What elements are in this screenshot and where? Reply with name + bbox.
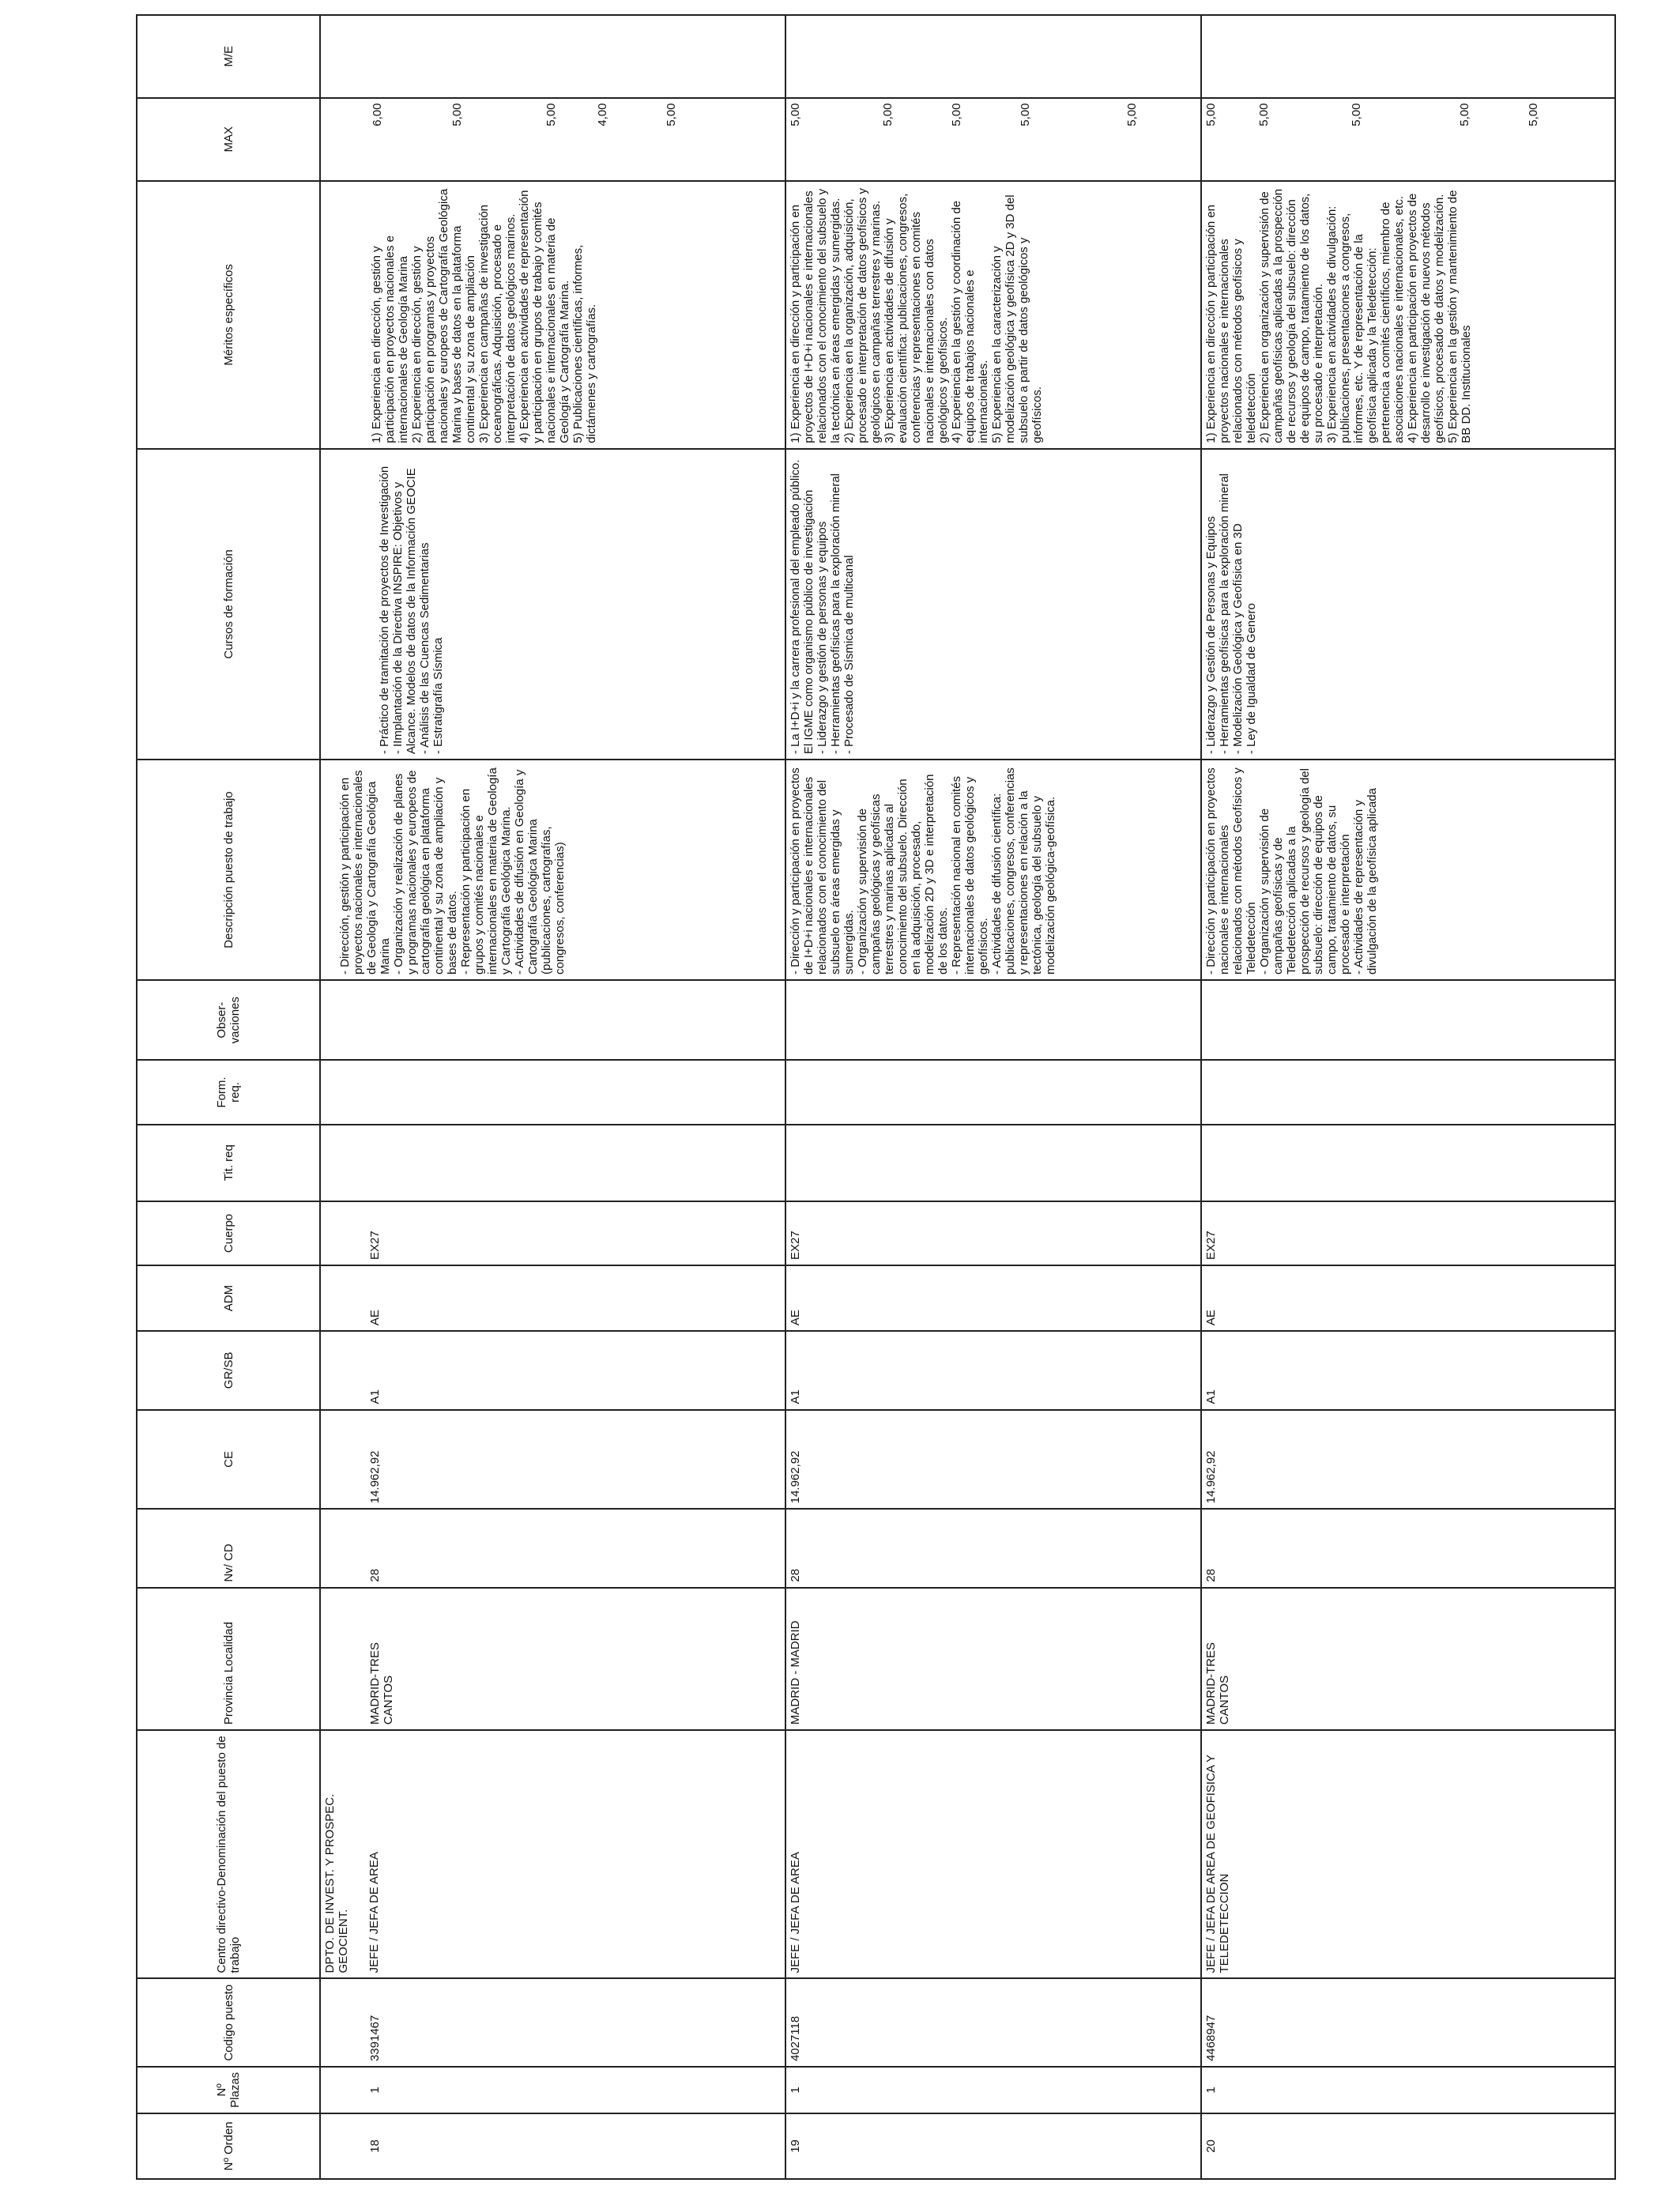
table-row	[785, 15, 1201, 2179]
cell-nivel: 28	[785, 1509, 1201, 1587]
max-value: 5,00	[1257, 103, 1271, 126]
descripcion-item: - Organización y realización de planes y programas nacionales y europeos de cartografía geológica en plataforma continental y su zona de ampliación y bases de datos.	[392, 770, 459, 975]
header-ce: CE	[137, 1410, 320, 1510]
curso-item: - Análisis de las Cuencas Sedimentarias	[418, 542, 431, 755]
merito-item: 4) Experiencia en participación en proyectos de desarrollo e investigación de nuevos métodos geofísicos, procesado de datos y modelización.	[1406, 193, 1446, 443]
centro-dept: DPTO. DE INVEST. Y PROSPEC. GEOCIENT.	[323, 1793, 350, 1973]
cell-nivel: 28	[320, 1509, 785, 1587]
cell-adm: AE	[320, 1265, 785, 1331]
descripcion-item: - Actividades de difusión en Geología y Cartografía Geológica Marina (publicaciones, cartografías, congresos, conferencias)	[513, 769, 567, 975]
max-value: 5,00	[544, 103, 558, 126]
cell-meritos	[785, 181, 1201, 449]
cell-adm: AE	[1201, 1265, 1615, 1331]
cell-obs	[1201, 980, 1615, 1060]
curso-item: - Herramientas geofísicas para la exploración mineral	[829, 473, 842, 755]
descripcion-item: - Representación y participación en grupos y comités nacionales e internacionales en materia de Geología y Cartografía Geológica Marina.	[459, 767, 513, 975]
cell-grsb: A1	[320, 1331, 785, 1409]
descripcion-item: - Organización y supervisión de campañas geológicas y geofísicas terrestres y marinas aplicadas al conocimiento del subsuelo. Dirección en la adquisición, procesado, modelización 2D y 3D e interpretación de los datos.	[856, 774, 950, 975]
merito-item: 2) Experiencia en la organización, adquisición, procesado e interpretación de datos geofísicos y geológicos en campañas terrestres y marinas.	[842, 188, 883, 443]
max-value: 5,00	[881, 103, 895, 126]
cell-me	[320, 15, 785, 98]
header-nivel: Nv/ CD	[137, 1509, 320, 1587]
header-provincia: Provincia Localidad	[137, 1588, 320, 1731]
merito-item: 5) Experiencia en la gestión y mantenimiento de BB DD. Institucionales	[1446, 190, 1473, 443]
cell-form	[1201, 1060, 1615, 1124]
descripcion-item: - Actividades de difusión científica: publicaciones, congresos, conferencias y representaciones en relación a la tectónica, geología del subsuelo y modelización geológica-geofísica.	[990, 767, 1057, 975]
cell-ce: 14.962,92	[1201, 1410, 1615, 1510]
cell-cuerpo: EX27	[1201, 1201, 1615, 1265]
centro-puesto: JEFE / JEFA DE AREA	[367, 1852, 381, 1973]
cell-provincia: MADRID - MADRID	[785, 1588, 1201, 1731]
table-row	[1201, 15, 1615, 2179]
merito-item: 2) Experiencia en dirección, gestión y participación en programas y proyectos nacionales y europeos de Cartografía Geológica Marina y bases de datos en la plataforma continental y su zona de ampliación	[410, 188, 477, 443]
cell-orden: 20	[1201, 2113, 1615, 2179]
cell-meritos	[320, 181, 785, 449]
header-codigo: Codigo puesto	[137, 1979, 320, 2068]
cell-centro	[320, 1730, 785, 1978]
cell-obs	[320, 980, 785, 1060]
header-orden: Nº Orden	[137, 2113, 320, 2179]
max-value: 5,00	[1204, 103, 1218, 126]
merito-item: 3) Experiencia en actividades de divulgación: publicaciones, presentaciones a congresos, informes, etc. Y de representación de la geofísica aplicada y la Teledetección: pertenencia a comités científicos, miembro de asociaciones nacionales e internacionales, etc.	[1325, 196, 1406, 443]
cell-ce: 14.962,92	[785, 1410, 1201, 1510]
cell-me	[785, 15, 1201, 98]
header-plazas: Nº Plazas	[137, 2067, 320, 2113]
header-cursos: Cursos de formación	[137, 449, 320, 760]
cell-codigo: 4027118	[785, 1979, 1201, 2068]
max-value: 5,00	[1458, 103, 1471, 126]
header-row	[137, 15, 320, 2179]
header-obs: Obser- vaciones	[137, 980, 320, 1060]
cell-tit	[1201, 1125, 1615, 1201]
descripcion-item: - Dirección y participación en proyectos nacionales e internacionales relacionados con métodos Geofísicos y Teledetección	[1204, 767, 1258, 975]
header-form: Form. req.	[137, 1060, 320, 1124]
cell-max	[785, 98, 1201, 181]
max-value: 5,00	[1019, 103, 1032, 126]
curso-item: - Modelización Geológica y Geofísica en 3D	[1231, 523, 1245, 755]
curso-item: - Procesado de Sísmica de multicanal	[842, 555, 856, 755]
cell-form	[785, 1060, 1201, 1124]
descripcion-item: - Representación nacional en comités internacionales de datos geológicos y geofísicos.	[950, 776, 990, 975]
cell-form	[320, 1060, 785, 1124]
cell-orden: 18	[320, 2113, 785, 2179]
cell-plazas: 1	[320, 2067, 785, 2113]
cell-adm: AE	[785, 1265, 1201, 1331]
cell-plazas: 1	[1201, 2067, 1615, 2113]
curso-item: - IImplantación de la Directiva INSPIRE: Objetivos y Alcance. Modelos de datos de la Información GEOCIE	[391, 468, 418, 755]
table-row	[320, 15, 785, 2179]
merito-item: 4) Experiencia en actividades de representación y participación en grupos de trabajo y comités nacionales e internacionales en materia de Geología y Cartografía Marina.	[518, 190, 571, 443]
cell-provincia: MADRID-TRES CANTOS	[1201, 1588, 1615, 1731]
curso-item: - Ley de Igualdad de Genero	[1245, 603, 1258, 755]
header-descripcion: Descripción puesto de trabajo	[137, 760, 320, 980]
job-positions-table	[136, 14, 1616, 2180]
merito-item: 1) Experiencia en dirección y participación en proyectos de I+D+i nacionales e internacionales relacionados con el conocimiento del subsuelo y la tectónica en áreas emergidas y sumergidas.	[789, 188, 842, 443]
max-value: 5,00	[1125, 103, 1139, 126]
cell-codigo: 3391467	[320, 1979, 785, 2068]
curso-item: - Práctico de tramitación de proyectos de Investigación	[378, 466, 391, 755]
header-meritos: Méritos específicos	[137, 181, 320, 449]
cell-provincia: MADRID-TRES CANTOS	[320, 1588, 785, 1731]
cell-codigo: 4468947	[1201, 1979, 1615, 2068]
curso-item: - Liderazgo y Gestión de Personas y Equipos	[1204, 516, 1218, 755]
header-me: M/E	[137, 15, 320, 98]
merito-item: 1) Experiencia en dirección y participación en proyectos nacionales e internacionales relacionados con métodos geofísicos y teledetección	[1204, 204, 1258, 443]
header-adm: ADM	[137, 1265, 320, 1331]
descripcion-item: - Actividades de representación y divulgación de la geofísica aplicada	[1352, 788, 1379, 975]
max-value: 4,00	[596, 103, 609, 126]
merito-item: 3) Experiencia en campañas de investigación oceanográficas. Adquisición, procesado e interpretación de datos geológicos marinos.	[477, 204, 518, 443]
max-value: 5,00	[1527, 103, 1540, 126]
cell-descripcion	[320, 760, 785, 980]
cell-ce: 14.962,92	[320, 1410, 785, 1510]
cell-cursos	[1201, 449, 1615, 760]
cell-descripcion	[785, 760, 1201, 980]
cell-cuerpo: EX27	[320, 1201, 785, 1265]
cell-max	[320, 98, 785, 181]
max-value: 5,00	[789, 103, 802, 126]
cell-grsb: A1	[1201, 1331, 1615, 1409]
cell-descripcion	[1201, 760, 1615, 980]
merito-item: 5) Experiencia en la caracterización y modelización geológica y geofísica 2D y 3D del subsuelo a partir de datos geológicos y geofísicos.	[990, 194, 1044, 443]
cell-tit	[785, 1125, 1201, 1201]
header-centro: Centro directivo-Denominación del puesto de trabajo	[137, 1730, 320, 1978]
merito-item: 2) Experiencia en organización y supervisión de campañas geofísicas aplicadas a la prospección de recursos y geología del subsuelo: dirección de equipos de campo, tratamiento de los datos, su procesado e interpretación.	[1258, 188, 1325, 443]
merito-item: 1) Experiencia en dirección, gestión y participación en proyectos nacionales e internacionales de Geología Marina	[370, 236, 410, 443]
cell-centro	[785, 1730, 1201, 1978]
merito-item: 4) Experiencia en la gestión y coordinación de equipos de trabajos nacionales e internacionales.	[950, 200, 990, 443]
cell-cursos	[785, 449, 1201, 760]
max-value: 5,00	[665, 103, 678, 126]
rotated-table-container	[136, 14, 1540, 2180]
cell-nivel: 28	[1201, 1509, 1615, 1587]
merito-item: 5) Publicaciones científicas, informes, dictámenes y cartografías.	[571, 244, 598, 443]
cell-meritos	[1201, 181, 1615, 449]
max-value: 5,00	[450, 103, 464, 126]
centro-puesto: JEFE / JEFA DE AREA	[789, 1852, 802, 1973]
merito-item: 3) Experiencia en actividades de difusión y evaluación científica: publicaciones, congresos, conferencias y representaciones en comités nacionales e internacionales con datos geológicos y geofísicos.	[883, 193, 950, 443]
max-value: 6,00	[371, 103, 384, 126]
header-cuerpo: Cuerpo	[137, 1201, 320, 1265]
header-max: MAX	[137, 98, 320, 181]
header-tit: Tit. req	[137, 1125, 320, 1201]
max-value: 5,00	[1350, 103, 1363, 126]
cell-obs	[785, 980, 1201, 1060]
cell-tit	[320, 1125, 785, 1201]
cell-centro	[1201, 1730, 1615, 1978]
descripcion-item: - Dirección y participación en proyectos de I+D+i nacionales e internacionales relacionados con el conocimiento del subsuelo en áreas emergidas y sumergidas.	[789, 767, 856, 975]
cell-grsb: A1	[785, 1331, 1201, 1409]
curso-item: - Estratigrafía Sísmica	[431, 637, 445, 755]
cell-cuerpo: EX27	[785, 1201, 1201, 1265]
curso-item: - La I+D+i y la carrera profesional del empleado público. El IGME como organismo público de investigación	[789, 459, 816, 755]
centro-puesto: JEFE / JEFA DE AREA DE GEOFISICA Y TELEDETECCION	[1204, 1755, 1231, 1973]
cell-plazas: 1	[785, 2067, 1201, 2113]
cell-max	[1201, 98, 1615, 181]
cell-me	[1201, 15, 1615, 98]
header-grsb: GR/SB	[137, 1331, 320, 1409]
max-value: 5,00	[950, 103, 963, 126]
curso-item: - Liderazgo y gestión de personas y equipos	[816, 521, 829, 755]
descripcion-item: - Organización y supervisión de campañas geofísicas y de Teledetección aplicadas a la prospección de recursos y geología del subsuelo: dirección de equipos de campo, tratamiento de datos, su procesado e interpretación	[1258, 768, 1352, 975]
cell-cursos	[320, 449, 785, 760]
cell-orden: 19	[785, 2113, 1201, 2179]
curso-item: - Herramientas geofísicas para la exploración mineral	[1218, 473, 1231, 755]
descripcion-item: - Dirección, gestión y participación en proyectos nacionales e internacionales de Geología y Cartografía Geológica Marina	[338, 770, 392, 975]
